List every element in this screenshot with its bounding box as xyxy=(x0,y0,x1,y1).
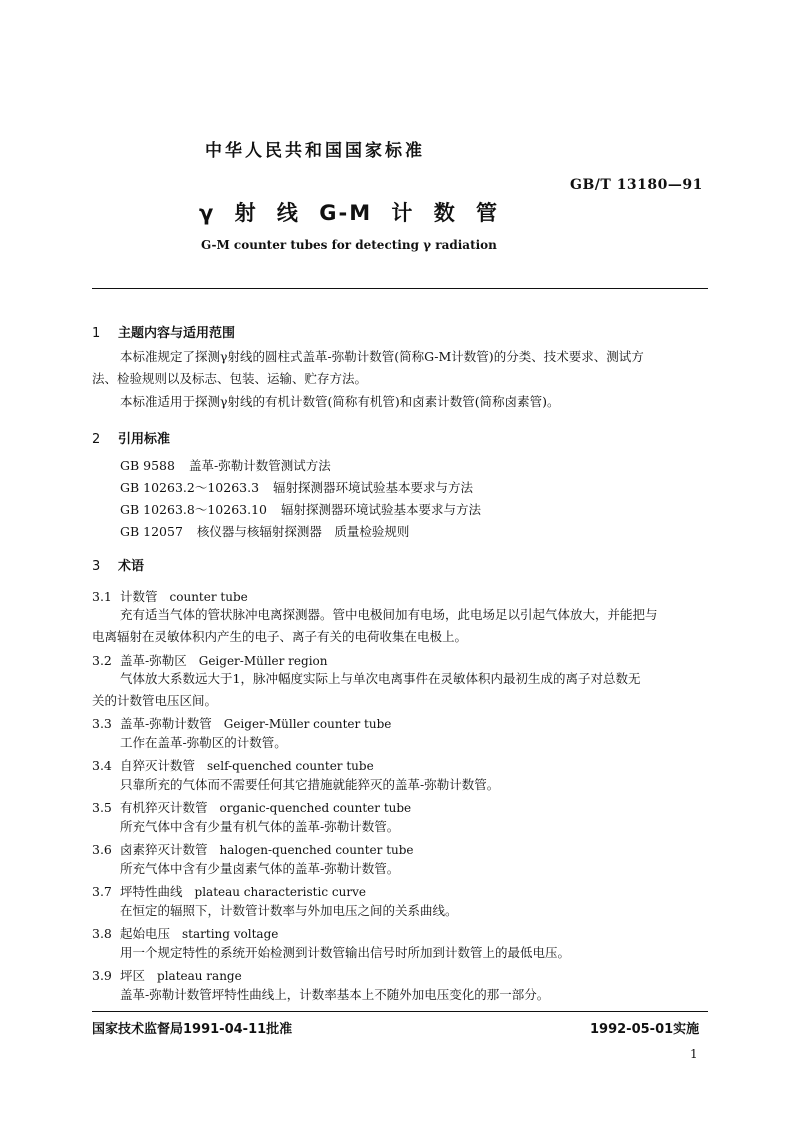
section-title: 术语 xyxy=(118,559,145,574)
term-number: 3.7 xyxy=(92,884,112,899)
term-number: 3.2 xyxy=(92,653,112,668)
term-definition: 工作在盖革-弥勒区的计数管。 xyxy=(120,735,287,750)
term-english: plateau range xyxy=(157,969,242,983)
term-heading xyxy=(92,924,278,942)
term-chinese: 坪特性曲线 xyxy=(120,884,183,899)
reference-title: 辐射探测器环境试验基本要求与方法 xyxy=(280,502,481,517)
section-2-heading xyxy=(92,428,170,447)
reference-code: GB 10263.2～10263.3 xyxy=(120,480,260,495)
term-definition: 所充气体中含有少量有机气体的盖革-弥勒计数管。 xyxy=(120,819,400,834)
document-title: γ 射 线 G-M 计 数 管 xyxy=(199,201,500,225)
document-title-english: G-M counter tubes for detecting γ radiation xyxy=(201,238,497,252)
term-chinese: 盖革-弥勒区 xyxy=(120,653,187,668)
term-definition: 所充气体中含有少量卤素气体的盖革-弥勒计数管。 xyxy=(120,861,400,876)
approval-statement: 国家技术监督局1991-04-11批准 xyxy=(92,1022,293,1037)
term-chinese: 起始电压 xyxy=(120,926,171,941)
reference-item xyxy=(120,477,473,499)
term-chinese: 有机猝灭计数管 xyxy=(120,800,208,815)
term-number: 3.1 xyxy=(92,589,112,604)
section-number: 2 xyxy=(92,432,101,447)
paragraph-line: 本标准适用于探测γ射线的有机计数管(简称有机管)和卤素计数管(简称卤素管)。 xyxy=(120,394,560,409)
term-english: halogen-quenched counter tube xyxy=(219,843,414,857)
term-definition: 关的计数管电压区间。 xyxy=(92,693,218,708)
term-number: 3.8 xyxy=(92,926,112,941)
page-number: 1 xyxy=(690,1047,698,1061)
reference-code: GB 12057 xyxy=(120,524,183,539)
reference-item xyxy=(120,455,331,477)
term-chinese: 盖革-弥勒计数管 xyxy=(120,716,212,731)
term-number: 3.4 xyxy=(92,758,112,773)
reference-item xyxy=(120,521,409,543)
term-english: plateau characteristic curve xyxy=(194,885,366,899)
term-english: organic-quenched counter tube xyxy=(219,801,412,815)
term-heading xyxy=(92,756,374,774)
term-english: Geiger-Müller counter tube xyxy=(223,717,392,731)
term-english: counter tube xyxy=(169,590,248,604)
standard-number: GB/T 13180—91 xyxy=(570,177,703,193)
term-heading xyxy=(92,966,242,984)
term-definition: 充有适当气体的管状脉冲电离探测器。管中电极间加有电场，此电场足以引起气体放大，并能把与 xyxy=(120,607,658,622)
term-number: 3.6 xyxy=(92,842,112,857)
issuing-authority: 中华人民共和国国家标准 xyxy=(205,141,425,161)
term-english: self-quenched counter tube xyxy=(207,759,374,773)
term-english: starting voltage xyxy=(182,927,279,941)
term-heading xyxy=(92,882,366,900)
term-heading xyxy=(92,798,411,816)
footer-divider xyxy=(92,1011,708,1012)
term-heading xyxy=(92,840,414,858)
paragraph-line: 法、检验规则以及标志、包装、运输、贮存方法。 xyxy=(92,371,368,386)
section-1-heading xyxy=(92,322,235,341)
term-definition: 只靠所充的气体而不需要任何其它措施就能猝灭的盖革-弥勒计数管。 xyxy=(120,777,500,792)
reference-item xyxy=(120,499,481,521)
section-title: 引用标准 xyxy=(118,432,171,447)
term-number: 3.3 xyxy=(92,716,112,731)
paragraph-line: 本标准规定了探测γ射线的圆柱式盖革-弥勒计数管(简称G-M计数管)的分类、技术要求、测试方 xyxy=(120,349,644,364)
reference-title: 辐射探测器环境试验基本要求与方法 xyxy=(273,480,474,495)
term-heading xyxy=(92,714,391,732)
term-chinese: 计数管 xyxy=(120,589,158,604)
reference-title: 盖革-弥勒计数管测试方法 xyxy=(188,458,331,473)
section-number: 3 xyxy=(92,559,101,574)
reference-code: GB 10263.8～10263.10 xyxy=(120,502,267,517)
implementation-date: 1992-05-01实施 xyxy=(590,1022,700,1037)
term-english: Geiger-Müller region xyxy=(198,654,328,668)
term-chinese: 自猝灭计数管 xyxy=(120,758,196,773)
term-number: 3.5 xyxy=(92,800,112,815)
term-definition: 盖革-弥勒计数管坪特性曲线上，计数率基本上不随外加电压变化的那一部分。 xyxy=(120,987,550,1002)
term-chinese: 卤素猝灭计数管 xyxy=(120,842,208,857)
reference-code: GB 9588 xyxy=(120,458,175,473)
section-number: 1 xyxy=(92,326,101,341)
term-number: 3.9 xyxy=(92,968,112,983)
term-definition: 在恒定的辐照下，计数管计数率与外加电压之间的关系曲线。 xyxy=(120,903,458,918)
term-definition: 电离辐射在灵敏体积内产生的电子、离子有关的电荷收集在电极上。 xyxy=(92,629,468,644)
reference-title: 核仪器与核辐射探测器 质量检验规则 xyxy=(196,524,410,539)
term-definition: 用一个规定特性的系统开始检测到计数管输出信号时所加到计数管上的最低电压。 xyxy=(120,945,571,960)
term-chinese: 坪区 xyxy=(120,968,146,983)
term-heading xyxy=(92,587,248,605)
term-heading xyxy=(92,651,328,669)
section-3-heading xyxy=(92,555,144,574)
section-title: 主题内容与适用范围 xyxy=(118,326,236,341)
term-definition: 气体放大系数远大于1，脉冲幅度实际上与单次电离事件在灵敏体积内最初生成的离子对总数无 xyxy=(120,671,641,686)
header-divider xyxy=(92,288,708,289)
